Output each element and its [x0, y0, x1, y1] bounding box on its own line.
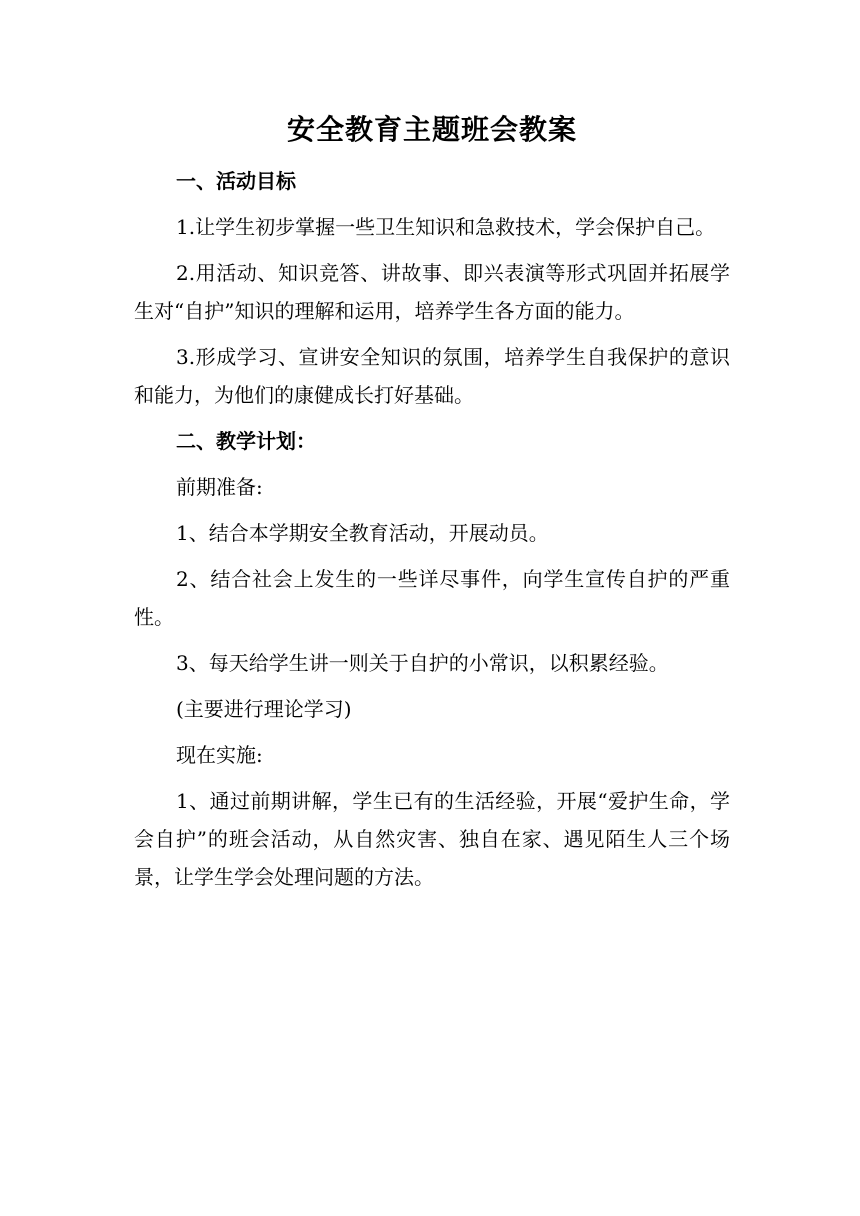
- goal-item-1: 1.让学生初步掌握一些卫生知识和急救技术，学会保护自己。: [176, 215, 716, 239]
- impl-label: 现在实施:: [176, 743, 263, 767]
- document-title: 安全教育主题班会教案: [286, 113, 577, 146]
- goal-item-2: 2.用活动、知识竞答、讲故事、即兴表演等形式巩固并拓展学生对“自护”知识的理解和运用，培养学生各方面的能力。: [134, 261, 730, 323]
- prep-item-1: 1、结合本学期安全教育活动，开展动员。: [176, 521, 549, 545]
- goal-item-3: 3.形成学习、宣讲安全知识的氛围，培养学生自我保护的意识和能力，为他们的康健成长打好基础。: [134, 345, 730, 407]
- prep-label: 前期准备:: [176, 475, 263, 499]
- prep-item-2: 2、结合社会上发生的一些详尽事件，向学生宣传自护的严重性。: [134, 567, 730, 629]
- section-heading-plan: 二、教学计划：: [176, 429, 316, 453]
- section-heading-goals: 一、活动目标: [176, 169, 296, 193]
- impl-item-1: 1、通过前期讲解，学生已有的生活经验，开展“爱护生命，学会自护”的班会活动，从自然灾害、独自在家、遇见陌生人三个场景，让学生学会处理问题的方法。: [134, 789, 730, 889]
- prep-note: (主要进行理论学习): [176, 697, 352, 721]
- document-page: [134, 104, 730, 904]
- prep-item-3: 3、每天给学生讲一则关于自护的小常识，以积累经验。: [176, 651, 669, 675]
